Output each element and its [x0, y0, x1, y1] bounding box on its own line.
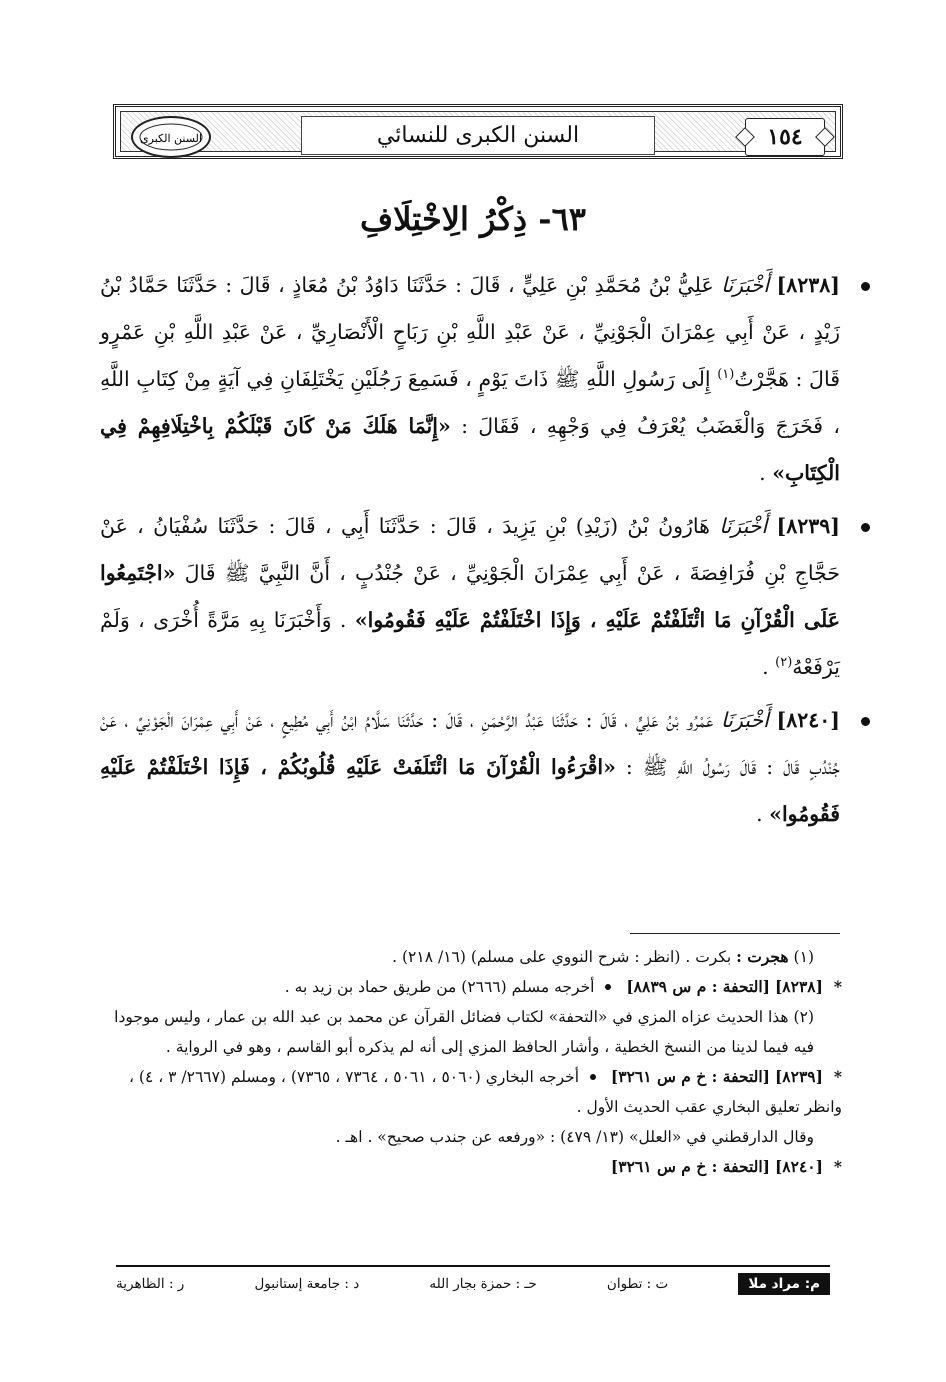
hadith-end: .	[759, 461, 766, 485]
footnote-separator	[630, 933, 840, 934]
hadith-end: .	[756, 802, 763, 826]
takhrij-text: وقال الدارقطني في «العلل» (١٣/ ٤٧٩) : «ورفعه عن جندب صحيح» . اهـ .	[335, 1128, 814, 1146]
footer-manuscript-r: ر : الظاهرية	[116, 1276, 185, 1292]
chapter-title: ٦٣- ذِكْرُ الِاخْتِلَافِ	[360, 200, 586, 238]
header-ornament	[120, 111, 836, 152]
main-text	[100, 262, 840, 844]
takhrij-8238	[96, 972, 842, 1002]
hadith-quote: «إِنَّمَا هَلَكَ مَنْ كَانَ قَبْلَكُمْ بِاخْتِلَافِهِمْ فِي الْكِتَابِ»	[100, 414, 840, 485]
footer-manuscript-m: م: مراد ملا	[738, 1273, 830, 1295]
footnote-2	[96, 1002, 842, 1062]
page-footer	[116, 1270, 830, 1298]
dot-icon	[605, 984, 611, 990]
dot-icon	[590, 1074, 596, 1080]
takhrij-text: أخرجه البخاري (٥٠٦٠ ، ٥٠٦١ ، ٧٣٦٤ ، ٧٣٦٥) ، ومسلم (٢٦٦٧/ ٣ ، ٤) ، وانظر تعليق البخاري عقب الحديث الأول .	[129, 1068, 842, 1116]
footnote-text: هذا الحديث عزاه المزي في «التحفة» لكتاب فضائل القرآن عن محمد بن عبد الله بن عمار ، وليس موجودا فيه فيما لدينا من النسخ الخطية ، وأشار الحافظ المزي إلى أنه لم يذكره أبو القاسم ، وهو في الرواية .	[114, 1008, 814, 1056]
takhrij-8239-extra	[96, 1122, 842, 1152]
footnote-text: بكرت . (انظر : شرح النووي على مسلم) (١٦/ ٢١٨) .	[392, 948, 732, 966]
star-icon: *	[833, 1157, 842, 1176]
hadith-text: . وَأَخْبَرَنَا بِهِ مَرَّةً أُخْرَى ، وَلَمْ يَرْفَعْهُ	[100, 608, 840, 679]
star-icon: *	[833, 977, 842, 996]
footer-manuscript-d: د : جامعة إستانبول	[254, 1276, 360, 1292]
takhrij-text: أخرجه مسلم (٢٦٦٦) من طريق حماد بن زيد به .	[284, 978, 595, 996]
takhrij-ref: [٨٢٤٠]	[774, 1157, 823, 1176]
hadith-text: إِلَى رَسُولِ اللَّهِ ﷺ ذَاتَ يَوْمٍ ، فَسَمِعَ رَجُلَيْنِ يَخْتَلِفَانِ فِي آيَةٍ مِنْ كِتَابِ اللَّهِ ، فَخَرَجَ وَالْغَضَبُ يُعْرَفُ فِي وَجْهِهِ ، فَقَالَ :	[100, 367, 840, 438]
footnotes	[96, 942, 842, 1182]
bullet-icon	[861, 717, 870, 726]
hadith-number: [٨٢٣٩]	[776, 514, 840, 538]
hadith-text: هَارُونُ بْنُ (زَيْدِ) بْنِ يَزِيدَ ، قَالَ : حَدَّثَنَا أَبِي ، قَالَ : حَدَّثَنَا سُفْيَانُ ، عَنْ حَجَّاجِ بْنِ فُرَافِصَةَ ، عَنْ أَبِي عِمْرَانَ الْجَوْنِيِّ ، عَنْ جُنْدُبٍ ، أَنَّ النَّبِيَّ ﷺ قَالَ	[100, 514, 840, 585]
seal-text: السنن الكبرى	[140, 132, 202, 145]
footnote-ref: (٢)	[775, 655, 793, 671]
akhbarana: أَخْبَرَنَا	[719, 514, 768, 538]
hadith-8239	[100, 503, 840, 691]
hadith-8240	[100, 697, 840, 838]
takhrij-ref: [٨٢٣٨]	[774, 977, 823, 996]
footer-manuscript-t: ت : تطوان	[606, 1276, 669, 1292]
bullet-icon	[861, 523, 870, 532]
hadith-text: عَلِيُّ بْنُ مُحَمَّدِ بْنِ عَلِيٍّ ، قَالَ : حَدَّثَنَا دَاوُدُ بْنُ مُعَاذٍ ، قَالَ : حَدَّثَنَا حَمَّادُ بْنُ زَيْدٍ ، عَنْ أَبِي عِمْرَانَ الْجَوْنِيِّ ، عَنْ عَبْدِ اللَّهِ بْنِ رَبَاحٍ الْأَنْصَارِيِّ ، عَنْ عَبْدِ اللَّهِ بْنِ عَمْرٍو قَالَ : هَجَّرْتُ	[100, 273, 840, 391]
hadith-8238	[100, 262, 840, 497]
book-seal-icon	[131, 116, 211, 158]
page-number: ١٥٤	[745, 118, 825, 156]
tuhfa-ref: [التحفة : خ م س ٣٢٦١]	[610, 1157, 771, 1176]
footnote-label: (١)	[793, 948, 814, 966]
book-title: السنن الكبرى للنسائي	[301, 116, 655, 155]
bullet-icon	[861, 282, 870, 291]
footer-manuscript-h: حـ : حمزة بجار الله	[429, 1276, 537, 1292]
akhbarana: أَخْبَرَنَا	[721, 708, 769, 732]
akhbarana: أَخْبَرَنَا	[721, 273, 770, 297]
hadith-quote: «اقْرَءُوا الْقُرْآنَ مَا ائْتَلَفَتْ عَلَيْهِ قُلُوبُكُمْ ، فَإِذَا اخْتَلَفْتُمْ عَلَيْهِ فَقُومُوا»	[100, 755, 840, 826]
takhrij-8240	[96, 1152, 842, 1182]
footer-rule	[116, 1265, 830, 1267]
footnote-ref: (١)	[717, 367, 735, 383]
tuhfa-ref: [التحفة : م س ٨٨٣٩]	[626, 977, 771, 996]
footnote-1	[96, 942, 842, 972]
hadith-quote: «اجْتَمِعُوا عَلَى الْقُرْآنِ مَا ائْتَلَفْتُمْ عَلَيْهِ ، وَإِذَا اخْتَلَفْتُمْ عَلَيْهِ فَقُومُوا»	[100, 561, 840, 632]
tuhfa-ref: [التحفة : خ م س ٣٢٦١]	[610, 1067, 771, 1086]
takhrij-8239	[96, 1062, 842, 1122]
hadith-text: عَمْرُو بْنُ عَلِيٍّ ، قَالَ : حَدَّثَنَا عَبْدُ الرَّحْمَنِ ، قَالَ : حَدَّثَنَا سَلَّامُ ابْنُ أَبِي مُطِيعٍ ، عَنْ أَبِي عِمْرَانَ الْجَوْنِيِّ ، عَنْ جُنْدُبٍ قَالَ : قَالَ رَسُولُ اللَّهِ ﷺ :	[100, 708, 840, 779]
hadith-end: .	[762, 655, 769, 679]
star-icon: *	[833, 1067, 842, 1086]
footnote-label: (٢)	[793, 1008, 814, 1026]
takhrij-ref: [٨٢٣٩]	[774, 1067, 823, 1086]
hadith-number: [٨٢٣٨]	[776, 273, 840, 297]
footnote-term: هجرت :	[736, 947, 789, 966]
page-header	[113, 104, 843, 159]
hadith-number: [٨٢٤٠]	[776, 708, 840, 732]
